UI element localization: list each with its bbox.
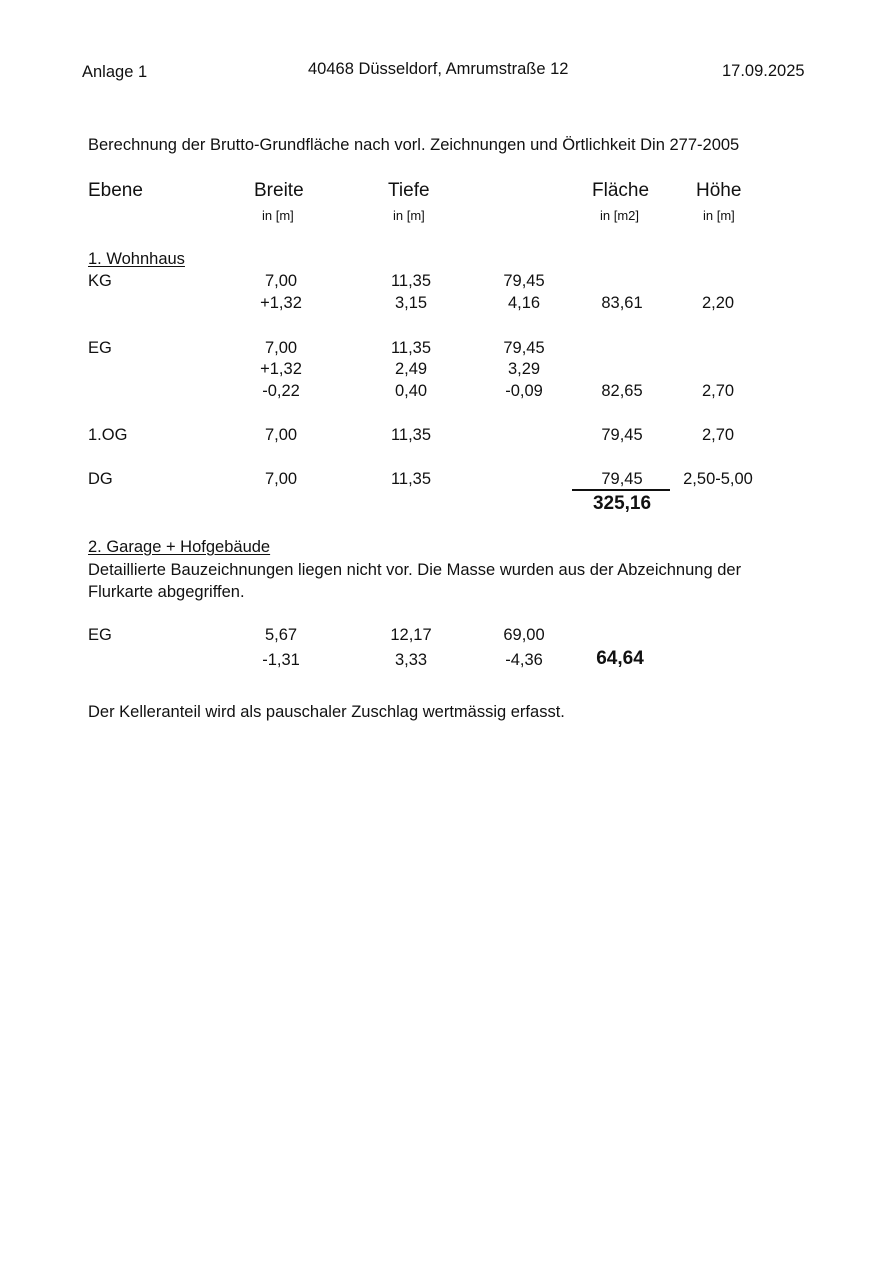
section1-total: 325,16: [592, 493, 652, 514]
row-produkt: -0,09: [505, 382, 543, 400]
header-attachment: Anlage 1: [82, 63, 148, 81]
row-tiefe: 3,15: [394, 294, 428, 312]
unit-breite: in [m]: [262, 208, 294, 223]
row-ebene: EG: [88, 339, 112, 357]
row-tiefe: 11,35: [390, 426, 432, 444]
row-produkt: 3,29: [507, 360, 541, 378]
row-breite: -0,22: [262, 382, 300, 400]
row-tiefe: 11,35: [390, 470, 432, 488]
row-ebene: 1.OG: [88, 426, 128, 444]
row-tiefe: 11,35: [390, 339, 432, 357]
row-tiefe: 2,49: [394, 360, 428, 378]
row-produkt: 79,45: [503, 272, 545, 290]
row-hoehe: 2,70: [701, 426, 735, 444]
row-breite: 7,00: [264, 339, 298, 357]
row-breite: 5,67: [264, 626, 298, 644]
row-produkt: 69,00: [503, 626, 545, 644]
unit-flaeche: in [m2]: [600, 208, 640, 223]
row-breite: 7,00: [264, 470, 298, 488]
section2-note-line1: Detaillierte Bauzeichnungen liegen nicht vor. Die Masse wurden aus der Abzeichnung der: [88, 561, 742, 579]
row-tiefe: 0,40: [394, 382, 428, 400]
sum-line: [572, 489, 670, 491]
row-flaeche: 83,61: [601, 294, 643, 312]
row-breite: +1,32: [260, 294, 302, 312]
row-produkt: -4,36: [505, 651, 543, 669]
row-breite: -1,31: [262, 651, 300, 669]
row-flaeche: 79,45: [601, 470, 643, 488]
section2-total: 64,64: [596, 648, 644, 669]
footer-note: Der Kelleranteil wird als pauschaler Zuschlag wertmässig erfasst.: [88, 703, 565, 721]
col-header-tiefe: Tiefe: [388, 180, 430, 201]
row-hoehe: 2,20: [701, 294, 735, 312]
row-tiefe: 12,17: [390, 626, 432, 644]
row-ebene: DG: [88, 470, 113, 488]
row-flaeche: 82,65: [601, 382, 643, 400]
row-tiefe: 3,33: [394, 651, 428, 669]
row-produkt: 4,16: [507, 294, 541, 312]
col-header-flaeche: Fläche: [592, 180, 650, 201]
row-flaeche: 79,45: [601, 426, 643, 444]
unit-hoehe: in [m]: [703, 208, 735, 223]
section2-title: 2. Garage + Hofgebäude: [88, 538, 271, 556]
unit-tiefe: in [m]: [393, 208, 425, 223]
row-breite: 7,00: [264, 426, 298, 444]
row-produkt: 79,45: [503, 339, 545, 357]
intro-text: Berechnung der Brutto-Grundfläche nach vorl. Zeichnungen und Örtlichkeit Din 277-2005: [88, 136, 740, 154]
row-ebene: EG: [88, 626, 112, 644]
row-hoehe: 2,70: [701, 382, 735, 400]
section2-note-line2: Flurkarte abgegriffen.: [88, 583, 245, 601]
row-ebene: KG: [88, 272, 112, 290]
section1-title: 1. Wohnhaus: [88, 250, 185, 268]
col-header-ebene: Ebene: [88, 180, 143, 201]
col-header-breite: Breite: [254, 180, 304, 201]
header-date: 17.09.2025: [722, 62, 805, 80]
row-breite: 7,00: [264, 272, 298, 290]
col-header-hoehe: Höhe: [696, 180, 742, 201]
row-breite: +1,32: [260, 360, 302, 378]
header-address: 40468 Düsseldorf, Amrumstraße 12: [308, 60, 569, 78]
row-tiefe: 11,35: [390, 272, 432, 290]
row-hoehe: 2,50-5,00: [683, 470, 753, 488]
